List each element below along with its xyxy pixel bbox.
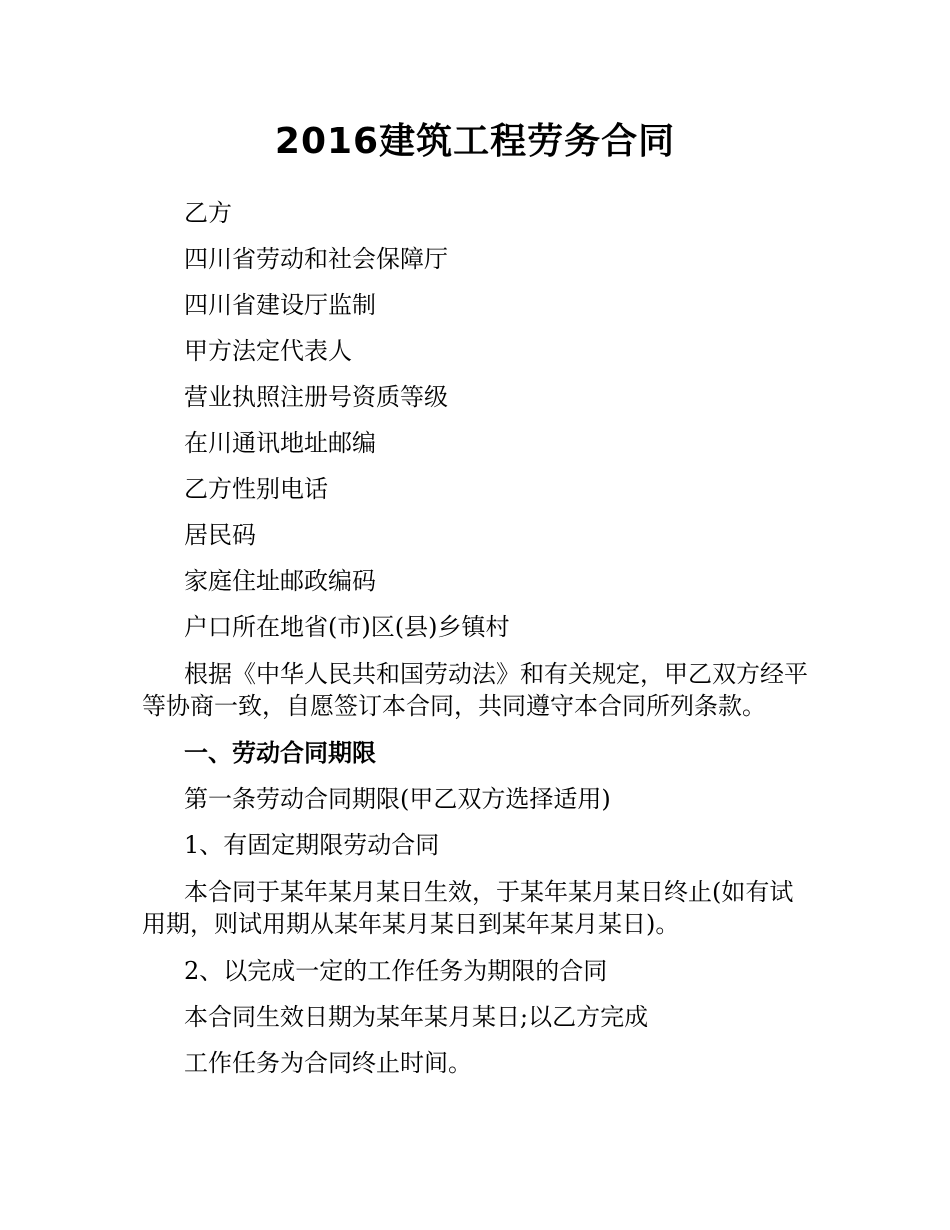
paragraph-article-one: 第一条劳动合同期限(甲乙双方选择适用) — [184, 785, 611, 813]
paragraph-resident-code: 居民码 — [184, 521, 256, 549]
paragraph-task-effective-date: 本合同生效日期为某年某月某日;以乙方完成 — [184, 1003, 649, 1031]
paragraph-household-registration: 户口所在地省(市)区(县)乡镇村 — [184, 613, 510, 641]
paragraph-business-license: 营业执照注册号资质等级 — [184, 383, 448, 411]
paragraph-address: 在川通讯地址邮编 — [184, 429, 376, 457]
paragraph-labor-department: 四川省劳动和社会保障厅 — [184, 245, 448, 273]
paragraph-task-termination: 工作任务为合同终止时间。 — [184, 1049, 472, 1077]
paragraph-effective-date: 本合同于某年某月某日生效，于某年某月某日终止(如有试用期，则试用期从某年某月某日到某年某月某日)。 — [142, 878, 794, 938]
paragraph-task-based-contract: 2、以完成一定的工作任务为期限的合同 — [184, 957, 608, 985]
paragraph-preamble: 根据《中华人民共和国劳动法》和有关规定，甲乙双方经平等协商一致，自愿签订本合同，共同遵守本合同所列条款。 — [142, 660, 808, 720]
paragraph-gender-phone: 乙方性别电话 — [184, 475, 328, 503]
document-title: 2016建筑工程劳务合同 — [274, 121, 676, 162]
paragraph-legal-representative: 甲方法定代表人 — [184, 337, 352, 365]
paragraph-home-address: 家庭住址邮政编码 — [184, 567, 376, 595]
paragraph-construction-department: 四川省建设厅监制 — [184, 291, 376, 319]
section-heading-contract-term: 一、劳动合同期限 — [184, 739, 376, 767]
paragraph-party-b: 乙方 — [184, 199, 232, 227]
paragraph-fixed-term: 1、有固定期限劳动合同 — [184, 831, 440, 859]
document-body — [142, 198, 810, 1094]
